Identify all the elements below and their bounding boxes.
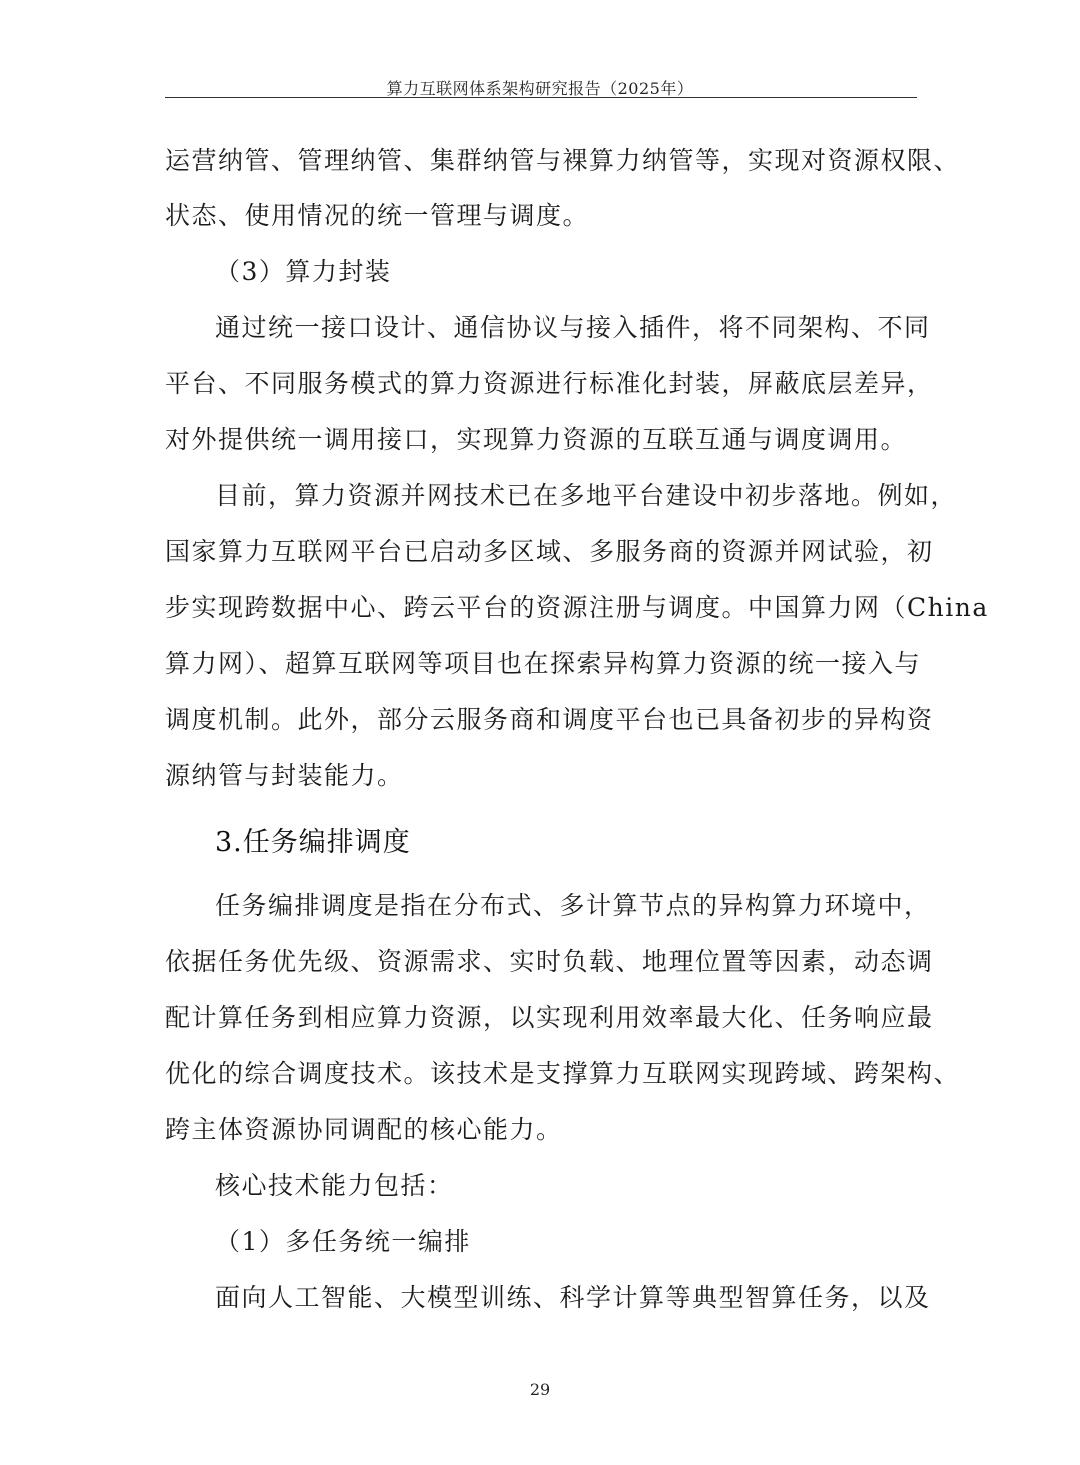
paragraph-line: 跨主体资源协同调配的核心能力。	[165, 1115, 563, 1144]
page-number: 29	[529, 1380, 551, 1399]
section-heading: 3.任务编排调度	[215, 827, 411, 858]
paragraph-line: 平台、不同服务模式的算力资源进行标准化封装，屏蔽底层差异，	[165, 369, 934, 398]
paragraph-line: 状态、使用情况的统一管理与调度。	[165, 201, 590, 230]
paragraph-line: 依据任务优先级、资源需求、实时负载、地理位置等因素，动态调	[165, 947, 934, 976]
paragraph-line: 通过统一接口设计、通信协议与接入插件，将不同架构、不同	[215, 313, 931, 342]
subheading-multi-task-orchestration: （1）多任务统一编排	[215, 1227, 471, 1256]
paragraph-line: 调度机制。此外，部分云服务商和调度平台也已具备初步的异构资	[165, 705, 934, 734]
paragraph-line: 对外提供统一调用接口，实现算力资源的互联互通与调度调用。	[165, 425, 908, 454]
paragraph-line: 核心技术能力包括：	[215, 1171, 454, 1200]
header-divider	[165, 97, 917, 98]
header-title: 算力互联网体系架构研究报告（2025年）	[386, 79, 694, 98]
paragraph-line: 任务编排调度是指在分布式、多计算节点的异构算力环境中，	[215, 891, 931, 920]
subheading-algorithm-encapsulation: （3）算力封装	[215, 257, 392, 286]
paragraph-line: 优化的综合调度技术。该技术是支撑算力互联网实现跨域、跨架构、	[165, 1059, 961, 1088]
paragraph-line: 运营纳管、管理纳管、集群纳管与裸算力纳管等，实现对资源权限、	[165, 146, 961, 175]
paragraph-line: 源纳管与封装能力。	[165, 761, 404, 790]
paragraph-line: 国家算力互联网平台已启动多区域、多服务商的资源并网试验，初	[165, 537, 934, 566]
paragraph-line: 步实现跨数据中心、跨云平台的资源注册与调度。中国算力网（China	[165, 593, 989, 622]
paragraph-line: 配计算任务到相应算力资源，以实现利用效率最大化、任务响应最	[165, 1003, 934, 1032]
paragraph-line: 面向人工智能、大模型训练、科学计算等典型智算任务，以及	[215, 1283, 931, 1312]
paragraph-line: 算力网）、超算互联网等项目也在探索异构算力资源的统一接入与	[165, 649, 922, 678]
paragraph-line: 目前，算力资源并网技术已在多地平台建设中初步落地。例如，	[215, 481, 958, 510]
